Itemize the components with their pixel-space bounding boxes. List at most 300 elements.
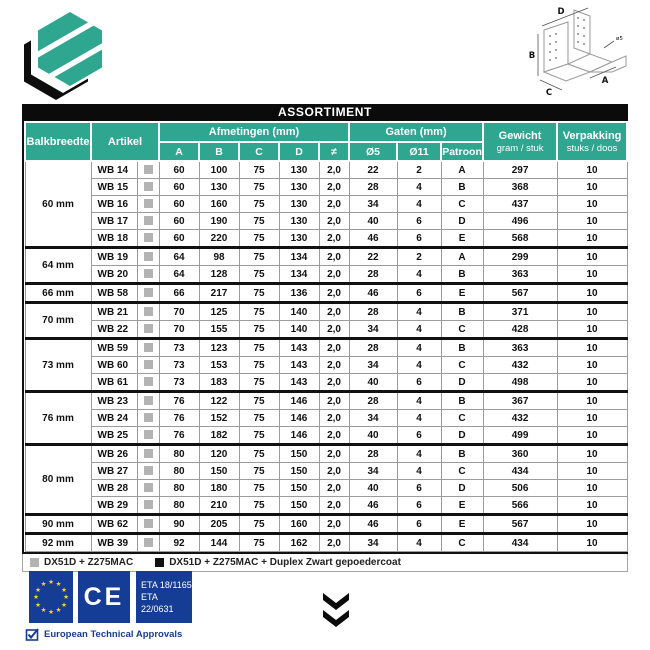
dim-a-cell: 60 [159, 213, 199, 230]
dim-a-cell: 70 [159, 303, 199, 321]
coating-swatch-cell [137, 213, 159, 230]
dim-c-cell: 75 [239, 179, 279, 196]
verpakking-cell: 10 [557, 463, 627, 480]
gewicht-cell: 428 [483, 321, 557, 339]
gewicht-cell: 499 [483, 427, 557, 445]
coating-swatch-cell [137, 497, 159, 515]
gewicht-cell: 567 [483, 284, 557, 303]
coating-swatch-cell [137, 357, 159, 374]
coating-swatch-cell [137, 534, 159, 552]
coating-swatch-cell [137, 339, 159, 357]
dim-b-cell: 122 [199, 392, 239, 410]
dim-b-cell: 182 [199, 427, 239, 445]
artikel-cell: WB 59 [91, 339, 137, 357]
verpakking-cell: 10 [557, 497, 627, 515]
coating-swatch-cell [137, 427, 159, 445]
holes-o11-cell: 4 [397, 463, 441, 480]
dim-d-cell: 130 [279, 213, 319, 230]
dim-label-a: A [601, 76, 609, 86]
dim-b-cell: 125 [199, 303, 239, 321]
gewicht-cell: 434 [483, 463, 557, 480]
dim-d-cell: 143 [279, 339, 319, 357]
col-header-thickness: ≠ [319, 142, 349, 161]
thickness-cell: 2,0 [319, 480, 349, 497]
gewicht-cell: 567 [483, 515, 557, 534]
artikel-cell: WB 24 [91, 410, 137, 427]
artikel-cell: WB 20 [91, 266, 137, 284]
table-row [25, 339, 627, 357]
holes-o11-cell: 4 [397, 179, 441, 196]
thickness-cell: 2,0 [319, 248, 349, 266]
holes-o11-cell: 4 [397, 339, 441, 357]
holes-o11-cell: 6 [397, 284, 441, 303]
verpakking-cell: 10 [557, 321, 627, 339]
artikel-cell: WB 18 [91, 230, 137, 248]
eu-star-icon: ★ [63, 594, 69, 601]
table-row [25, 515, 627, 534]
patroon-cell: C [441, 321, 483, 339]
artikel-cell: WB 21 [91, 303, 137, 321]
thickness-cell: 2,0 [319, 266, 349, 284]
coating-swatch [144, 519, 153, 528]
table-row [25, 480, 627, 497]
dim-d-cell: 150 [279, 463, 319, 480]
holes-o11-cell: 4 [397, 196, 441, 213]
col-header-d: D [279, 142, 319, 161]
holes-o5-cell: 34 [349, 463, 397, 480]
coating-swatch-cell [137, 248, 159, 266]
legend-swatch [30, 558, 39, 567]
coating-swatch-cell [137, 480, 159, 497]
coating-swatch-cell [137, 266, 159, 284]
coating-swatch [144, 449, 153, 458]
dim-c-cell: 75 [239, 497, 279, 515]
artikel-cell: WB 28 [91, 480, 137, 497]
dim-d-cell: 130 [279, 179, 319, 196]
dim-b-cell: 130 [199, 179, 239, 196]
dim-c-cell: 75 [239, 374, 279, 392]
dim-b-cell: 190 [199, 213, 239, 230]
holes-o11-cell: 6 [397, 427, 441, 445]
eu-star-icon: ★ [40, 581, 47, 588]
checkbox-check-icon [25, 628, 40, 641]
dim-b-cell: 144 [199, 534, 239, 552]
dim-a-cell: 64 [159, 266, 199, 284]
thickness-cell: 2,0 [319, 196, 349, 213]
balkbreedte-cell: 76 mm [25, 392, 91, 445]
artikel-cell: WB 16 [91, 196, 137, 213]
table-row [25, 497, 627, 515]
col-header-gaten: Gaten (mm) [349, 122, 483, 142]
gewicht-cell: 363 [483, 266, 557, 284]
dim-b-cell: 183 [199, 374, 239, 392]
coating-swatch [144, 377, 153, 386]
coating-swatch-cell [137, 196, 159, 213]
coating-swatch-cell [137, 445, 159, 463]
eu-star-icon: ★ [35, 586, 41, 594]
artikel-cell: WB 39 [91, 534, 137, 552]
coating-swatch [144, 288, 153, 297]
eu-star-icon: ★ [33, 594, 39, 601]
thickness-cell: 2,0 [319, 230, 349, 248]
table-row [25, 179, 627, 196]
table-row [25, 303, 627, 321]
thickness-cell: 2,0 [319, 303, 349, 321]
holes-o11-cell: 4 [397, 392, 441, 410]
artikel-cell: WB 29 [91, 497, 137, 515]
col-header-a: A [159, 142, 199, 161]
dim-b-cell: 180 [199, 480, 239, 497]
artikel-cell: WB 17 [91, 213, 137, 230]
col-header-c: C [239, 142, 279, 161]
gewicht-cell: 434 [483, 534, 557, 552]
dim-b-cell: 150 [199, 463, 239, 480]
joist-hanger-diagram [516, 4, 646, 102]
holes-o5-cell: 40 [349, 427, 397, 445]
patroon-cell: C [441, 534, 483, 552]
dim-a-cell: 73 [159, 357, 199, 374]
dim-c-cell: 75 [239, 196, 279, 213]
brand-logo-hexagon-icon [12, 8, 116, 102]
gewicht-cell: 363 [483, 339, 557, 357]
col-header-patroon: Patroon [441, 142, 483, 161]
coating-swatch-cell [137, 392, 159, 410]
dim-a-cell: 73 [159, 374, 199, 392]
dim-label-d: D [557, 7, 565, 17]
gewicht-cell: 568 [483, 230, 557, 248]
coating-swatch-cell [137, 284, 159, 303]
gewicht-cell: 299 [483, 248, 557, 266]
thickness-cell: 2,0 [319, 515, 349, 534]
holes-o11-cell: 6 [397, 230, 441, 248]
holes-o5-cell: 46 [349, 497, 397, 515]
gewicht-cell: 566 [483, 497, 557, 515]
dim-label-b: B [528, 51, 536, 61]
dim-b-cell: 205 [199, 515, 239, 534]
col-header-artikel: Artikel [91, 122, 159, 161]
dim-b-cell: 210 [199, 497, 239, 515]
dim-c-cell: 75 [239, 480, 279, 497]
dim-a-cell: 76 [159, 410, 199, 427]
dim-a-cell: 80 [159, 463, 199, 480]
dim-a-cell: 60 [159, 196, 199, 213]
patroon-cell: D [441, 480, 483, 497]
coating-swatch [144, 165, 153, 174]
table-row [25, 357, 627, 374]
thickness-cell: 2,0 [319, 445, 349, 463]
sheet-title: ASSORTIMENT [22, 104, 628, 121]
verpakking-cell: 10 [557, 374, 627, 392]
col-header-o5: Ø5 [349, 142, 397, 161]
holes-o11-cell: 2 [397, 161, 441, 179]
dim-a-cell: 66 [159, 284, 199, 303]
coating-swatch [144, 269, 153, 278]
table-row [25, 196, 627, 213]
dim-d-cell: 134 [279, 248, 319, 266]
patroon-cell: A [441, 161, 483, 179]
table-row [25, 463, 627, 480]
coating-swatch-cell [137, 515, 159, 534]
double-chevron-down-icon [322, 593, 350, 627]
verpakking-cell: 10 [557, 213, 627, 230]
coating-swatch [144, 324, 153, 333]
dim-c-cell: 75 [239, 266, 279, 284]
dim-a-cell: 80 [159, 445, 199, 463]
gewicht-cell: 367 [483, 392, 557, 410]
holes-o11-cell: 6 [397, 497, 441, 515]
coating-swatch-cell [137, 303, 159, 321]
balkbreedte-cell: 90 mm [25, 515, 91, 534]
dim-c-cell: 75 [239, 427, 279, 445]
holes-o11-cell: 4 [397, 266, 441, 284]
coating-swatch-cell [137, 321, 159, 339]
gewicht-cell: 506 [483, 480, 557, 497]
eu-star-icon: ★ [61, 601, 67, 609]
dim-c-cell: 75 [239, 410, 279, 427]
holes-o11-cell: 4 [397, 410, 441, 427]
holes-o5-cell: 28 [349, 179, 397, 196]
legend-item [30, 557, 133, 568]
holes-o5-cell: 34 [349, 534, 397, 552]
verpakking-cell: 10 [557, 445, 627, 463]
dim-c-cell: 75 [239, 284, 279, 303]
thickness-cell: 2,0 [319, 339, 349, 357]
gewicht-cell: 371 [483, 303, 557, 321]
verpakking-cell: 10 [557, 196, 627, 213]
dim-c-cell: 75 [239, 534, 279, 552]
artikel-cell: WB 14 [91, 161, 137, 179]
dim-d-cell: 150 [279, 480, 319, 497]
gewicht-cell: 368 [483, 179, 557, 196]
patroon-cell: D [441, 213, 483, 230]
balkbreedte-cell: 70 mm [25, 303, 91, 339]
gewicht-cell: 498 [483, 374, 557, 392]
dim-b-cell: 155 [199, 321, 239, 339]
balkbreedte-cell: 64 mm [25, 248, 91, 284]
patroon-cell: E [441, 497, 483, 515]
artikel-cell: WB 61 [91, 374, 137, 392]
coating-swatch [144, 233, 153, 242]
dim-a-cell: 80 [159, 480, 199, 497]
dim-d-cell: 140 [279, 321, 319, 339]
gewicht-cell: 360 [483, 445, 557, 463]
dim-b-cell: 220 [199, 230, 239, 248]
patroon-cell: C [441, 196, 483, 213]
dim-d-cell: 134 [279, 266, 319, 284]
holes-o5-cell: 28 [349, 392, 397, 410]
balkbreedte-cell: 80 mm [25, 445, 91, 515]
dim-a-cell: 60 [159, 161, 199, 179]
dim-a-cell: 60 [159, 179, 199, 196]
verpakking-cell: 10 [557, 284, 627, 303]
coating-swatch [144, 466, 153, 475]
verpakking-cell: 10 [557, 161, 627, 179]
coating-swatch [144, 252, 153, 261]
table-row [25, 392, 627, 410]
thickness-cell: 2,0 [319, 463, 349, 480]
dim-c-cell: 75 [239, 392, 279, 410]
thickness-cell: 2,0 [319, 410, 349, 427]
dim-c-cell: 75 [239, 463, 279, 480]
assortment-table [24, 121, 628, 552]
legend-item [155, 557, 401, 568]
gewicht-cell: 437 [483, 196, 557, 213]
dim-b-cell: 152 [199, 410, 239, 427]
dim-b-cell: 123 [199, 339, 239, 357]
gewicht-cell: 432 [483, 410, 557, 427]
ce-mark: CE [78, 571, 130, 623]
dim-c-cell: 75 [239, 161, 279, 179]
table-row [25, 230, 627, 248]
dim-label-c: C [545, 88, 553, 98]
dim-d-cell: 150 [279, 445, 319, 463]
table-row [25, 374, 627, 392]
dim-d-cell: 146 [279, 392, 319, 410]
dim-a-cell: 70 [159, 321, 199, 339]
legend-swatch [155, 558, 164, 567]
balkbreedte-cell: 73 mm [25, 339, 91, 392]
holes-o11-cell: 4 [397, 303, 441, 321]
dim-d-cell: 146 [279, 410, 319, 427]
dim-a-cell: 60 [159, 230, 199, 248]
artikel-cell: WB 23 [91, 392, 137, 410]
holes-o11-cell: 6 [397, 213, 441, 230]
dim-b-cell: 100 [199, 161, 239, 179]
table-row [25, 427, 627, 445]
holes-o5-cell: 46 [349, 230, 397, 248]
coating-swatch-cell [137, 161, 159, 179]
holes-o5-cell: 34 [349, 410, 397, 427]
artikel-cell: WB 22 [91, 321, 137, 339]
european-technical-approvals [25, 628, 182, 641]
patroon-cell: A [441, 248, 483, 266]
dim-d-cell: 130 [279, 230, 319, 248]
patroon-cell: B [441, 339, 483, 357]
dim-d-cell: 130 [279, 161, 319, 179]
coating-swatch-cell [137, 463, 159, 480]
eta-certificates-badge [136, 571, 192, 623]
verpakking-cell: 10 [557, 515, 627, 534]
col-header-b: B [199, 142, 239, 161]
holes-o11-cell: 6 [397, 374, 441, 392]
col-header-balkbreedte: Balkbreedte [25, 122, 91, 161]
table-row [25, 248, 627, 266]
coating-swatch-cell [137, 374, 159, 392]
eta-line-2: ETA 22/0631 [141, 592, 174, 614]
table-row [25, 161, 627, 179]
verpakking-cell: 10 [557, 427, 627, 445]
dim-d-cell: 143 [279, 374, 319, 392]
coating-swatch [144, 216, 153, 225]
assortment-sheet [22, 104, 628, 572]
eu-flag [29, 571, 73, 623]
coating-swatch-cell [137, 410, 159, 427]
assortment-table-body [25, 161, 627, 552]
verpakking-cell: 10 [557, 266, 627, 284]
coating-swatch [144, 396, 153, 405]
patroon-cell: C [441, 357, 483, 374]
holes-o5-cell: 22 [349, 161, 397, 179]
holes-o11-cell: 2 [397, 248, 441, 266]
coating-swatch [144, 343, 153, 352]
balkbreedte-cell: 92 mm [25, 534, 91, 552]
dim-a-cell: 90 [159, 515, 199, 534]
dim-b-cell: 217 [199, 284, 239, 303]
artikel-cell: WB 26 [91, 445, 137, 463]
table-row [25, 321, 627, 339]
coating-swatch [144, 500, 153, 509]
verpakking-cell: 10 [557, 339, 627, 357]
dim-d-cell: 140 [279, 303, 319, 321]
verpakking-cell: 10 [557, 357, 627, 374]
patroon-cell: B [441, 445, 483, 463]
thickness-cell: 2,0 [319, 179, 349, 196]
dim-d-cell: 130 [279, 196, 319, 213]
holes-o11-cell: 6 [397, 515, 441, 534]
legend-label: DX51D + Z275MAC + Duplex Zwart gepoedercoat [169, 557, 401, 568]
artikel-cell: WB 25 [91, 427, 137, 445]
patroon-cell: E [441, 230, 483, 248]
dim-d-cell: 143 [279, 357, 319, 374]
verpakking-cell: 10 [557, 410, 627, 427]
holes-o11-cell: 4 [397, 357, 441, 374]
dim-c-cell: 75 [239, 248, 279, 266]
dim-d-cell: 146 [279, 427, 319, 445]
verpakking-cell: 10 [557, 392, 627, 410]
dim-d-cell: 150 [279, 497, 319, 515]
holes-o5-cell: 46 [349, 515, 397, 534]
holes-o5-cell: 34 [349, 357, 397, 374]
eu-star-icon: ★ [48, 609, 54, 616]
coating-swatch [144, 199, 153, 208]
dim-b-cell: 153 [199, 357, 239, 374]
thickness-cell: 2,0 [319, 357, 349, 374]
dim-d-cell: 162 [279, 534, 319, 552]
holes-o11-cell: 6 [397, 480, 441, 497]
col-header-afmetingen: Afmetingen (mm) [159, 122, 349, 142]
legend-label: DX51D + Z275MAC [44, 557, 134, 568]
dim-b-cell: 128 [199, 266, 239, 284]
table-row [25, 284, 627, 303]
dim-b-cell: 160 [199, 196, 239, 213]
artikel-cell: WB 62 [91, 515, 137, 534]
dim-a-cell: 64 [159, 248, 199, 266]
patroon-cell: B [441, 303, 483, 321]
dim-b-cell: 98 [199, 248, 239, 266]
approvals-label: European Technical Approvals [44, 629, 183, 640]
eta-line-1: ETA 18/1165 [141, 580, 192, 590]
coating-swatch [144, 483, 153, 492]
holes-o11-cell: 4 [397, 321, 441, 339]
dim-c-cell: 75 [239, 303, 279, 321]
gewicht-cell: 297 [483, 161, 557, 179]
table-row [25, 213, 627, 230]
patroon-cell: C [441, 410, 483, 427]
coating-swatch [144, 413, 153, 422]
gewicht-cell: 432 [483, 357, 557, 374]
holes-o5-cell: 34 [349, 196, 397, 213]
thickness-cell: 2,0 [319, 213, 349, 230]
thickness-cell: 2,0 [319, 392, 349, 410]
eu-star-icon: ★ [55, 581, 62, 588]
holes-o5-cell: 28 [349, 266, 397, 284]
holes-o11-cell: 4 [397, 445, 441, 463]
holes-o5-cell: 22 [349, 248, 397, 266]
patroon-cell: E [441, 515, 483, 534]
dim-c-cell: 75 [239, 445, 279, 463]
table-row [25, 266, 627, 284]
artikel-cell: WB 58 [91, 284, 137, 303]
